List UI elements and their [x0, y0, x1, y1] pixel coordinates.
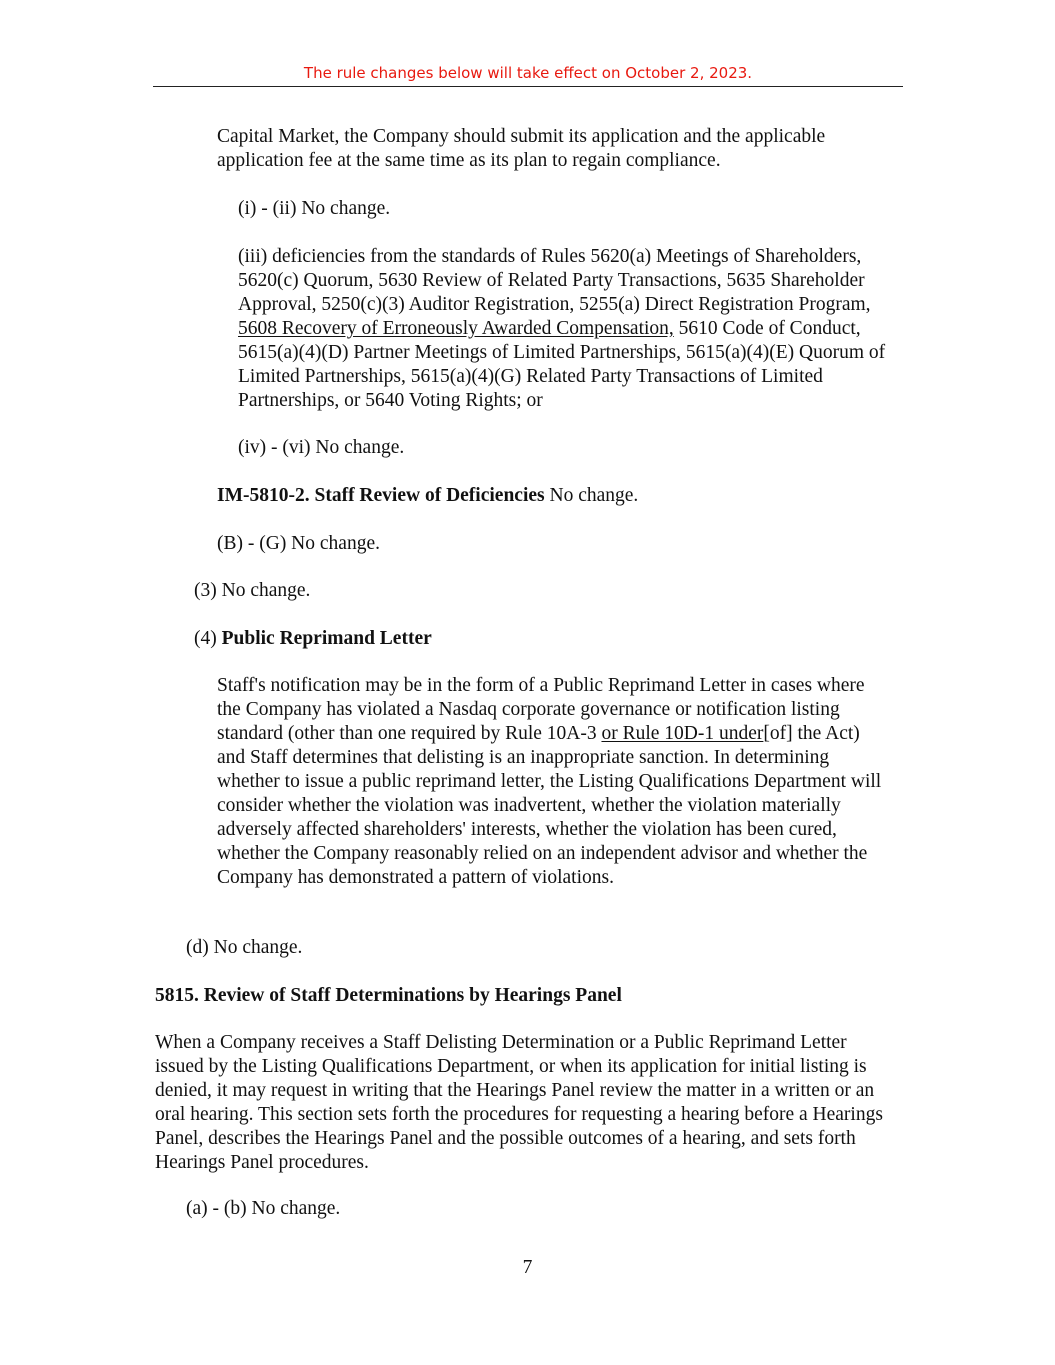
paragraph-staff-text-cont: the Act) and Staff determines that delisting is an inappropriate sanction. In determining whether to issue a public reprimand letter, the Listing Qualifications Department will consider whether the violation was inadvertent, whether the violation materially adversely affected shareholders' interests, whether the violation has been cured, whether the Company reasonably relied on an independent advisor and whether the Company has demonstrated a pattern of violations.	[217, 723, 882, 888]
paragraph-im-5810-2	[217, 484, 897, 508]
paragraph-3: (3) No change.	[194, 580, 311, 601]
header-divider	[153, 86, 903, 87]
paragraph-capital-market: Capital Market, the Company should submit its application and the applicable application fee at the same time as its plan to regain compliance.	[217, 126, 826, 171]
effective-date-notice: The rule changes below will take effect on October 2, 2023.	[303, 64, 753, 82]
paragraph-iv-vi: (iv) - (vi) No change.	[238, 437, 405, 458]
paragraph-b-g: (B) - (G) No change.	[217, 533, 380, 554]
section-5815-heading: 5815. Review of Staff Determinations by Hearings Panel	[155, 985, 622, 1006]
paragraph-iii-text-cont: 5610 Code of Conduct, 5615(a)(4)(D) Partner Meetings of Limited Partnerships, 5615(a)(4)(E) Quorum of Limited Partnerships, 5615(a)(4)(G) Related Party Transactions of Limited Partnerships, or 5640 Voting Rights; or	[238, 318, 886, 411]
paragraph-i-ii: (i) - (ii) No change.	[238, 198, 391, 219]
paragraph-iii-text: (iii) deficiencies from the standards of Rules 5620(a) Meetings of Shareholders, 5620(c) Quorum, 5630 Review of Related Party Transactions, 5635 Shareholder Approval, 5250(c)(3) Auditor Registration, 5255(a) Direct Registration Program,	[238, 246, 871, 315]
im-5810-2-heading: IM-5810-2. Staff Review of Deficiencies	[217, 485, 545, 506]
paragraph-d: (d) No change.	[186, 937, 303, 958]
public-reprimand-letter-title: Public Reprimand Letter	[221, 628, 432, 649]
deleted-text-of: [of]	[763, 723, 793, 744]
inserted-text-5608: 5608 Recovery of Erroneously Awarded Compensation,	[238, 318, 674, 339]
paragraph-a-b: (a) - (b) No change.	[186, 1198, 341, 1219]
paragraph-4-heading	[194, 627, 894, 651]
im-5810-2-status: No change.	[544, 485, 639, 506]
paragraph-public-reprimand	[217, 674, 889, 890]
paragraph-4-number: (4)	[194, 628, 222, 649]
paragraph-5815: When a Company receives a Staff Delisting Determination or a Public Reprimand Letter issued by the Listing Qualifications Department, or when its application for initial listing is denied, it may request in writing that the Hearings Panel review the matter in a written or an oral hearing. This section sets forth the procedures for requesting a hearing before a Hearings Panel, describes the Hearings Panel and the possible outcomes of a hearing, and sets forth Hearings Panel procedures.	[155, 1032, 883, 1173]
paragraph-staff-text: Staff's notification may be in the form of a Public Reprimand Letter in cases where the Company has violated a Nasdaq corporate governance or notification listing standard (other than one required by Rule 10A-3	[217, 675, 865, 744]
paragraph-iii	[238, 245, 903, 413]
inserted-text-rule-10d-1: or Rule 10D-1 under	[601, 723, 764, 744]
page-number: 7	[522, 1257, 533, 1278]
